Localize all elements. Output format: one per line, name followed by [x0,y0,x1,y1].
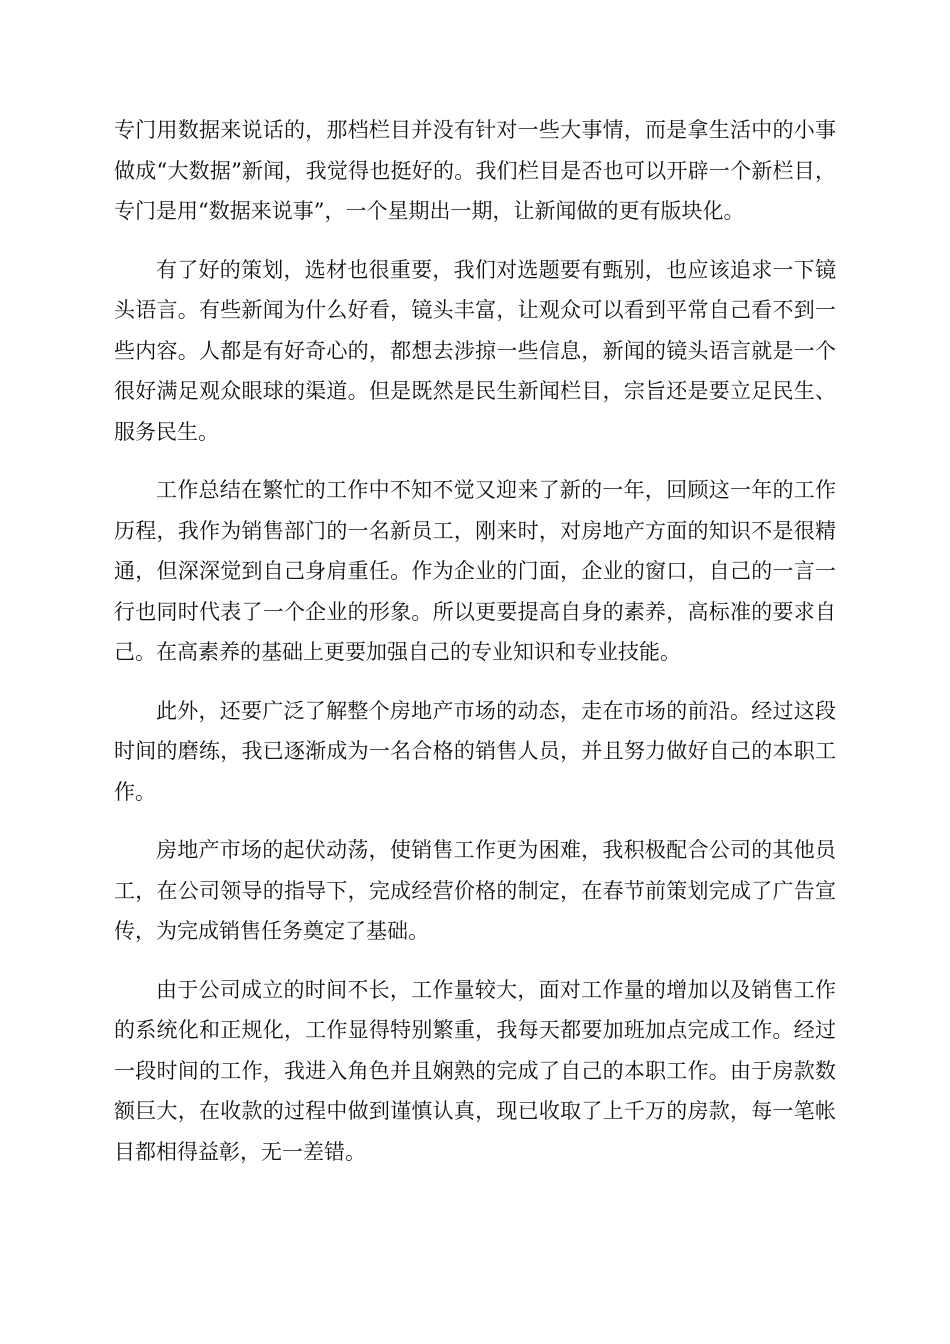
paragraph-1: 专门用数据来说话的，那档栏目并没有针对一些大事情，而是拿生活中的小事做成“大数据”新闻，我觉得也挺好的。我们栏目是否也可以开辟一个新栏目，专门是用“数据来说事”，一个星期出一期，让新闻做的更有版块化。 [114,118,836,223]
paragraph-6: 由于公司成立的时间不长，工作量较大，面对工作量的增加以及销售工作的系统化和正规化，工作显得特别繁重，我每天都要加班加点完成工作。经过一段时间的工作，我进入角色并且娴熟的完成了自己的本职工作。由于房款数额巨大，在收款的过程中做到谨慎认真，现已收取了上千万的房款，每一笔帐目都相得益彰，无一差错。 [114,977,836,1164]
paragraph-3: 工作总结在繁忙的工作中不知不觉又迎来了新的一年，回顾这一年的工作历程，我作为销售部门的一名新员工，刚来时，对房地产方面的知识不是很精通，但深深觉到自己身肩重任。作为企业的门面，企业的窗口，自己的一言一行也同时代表了一个企业的形象。所以更要提高自身的素养，高标准的要求自己。在高素养的基础上更要加强自己的专业知识和专业技能。 [114,478,836,664]
paragraph-5: 房地产市场的起伏动荡，使销售工作更为困难，我积极配合公司的其他员工，在公司领导的指导下，完成经营价格的制定，在春节前策划完成了广告宣传，为完成销售任务奠定了基础。 [114,838,836,943]
document-page [114,110,836,1190]
paragraph-4: 此外，还要广泛了解整个房地产市场的动态，走在市场的前沿。经过这段时间的磨练，我已逐渐成为一名合格的销售人员，并且努力做好自己的本职工作。 [114,698,836,804]
paragraph-2: 有了好的策划，选材也很重要，我们对选题要有甄别，也应该追求一下镜头语言。有些新闻为什么好看，镜头丰富，让观众可以看到平常自己看不到一些内容。人都是有好奇心的，都想去涉掠一些信息，新闻的镜头语言就是一个很好满足观众眼球的渠道。但是既然是民生新闻栏目，宗旨还是要立足民生、服务民生。 [114,257,836,444]
